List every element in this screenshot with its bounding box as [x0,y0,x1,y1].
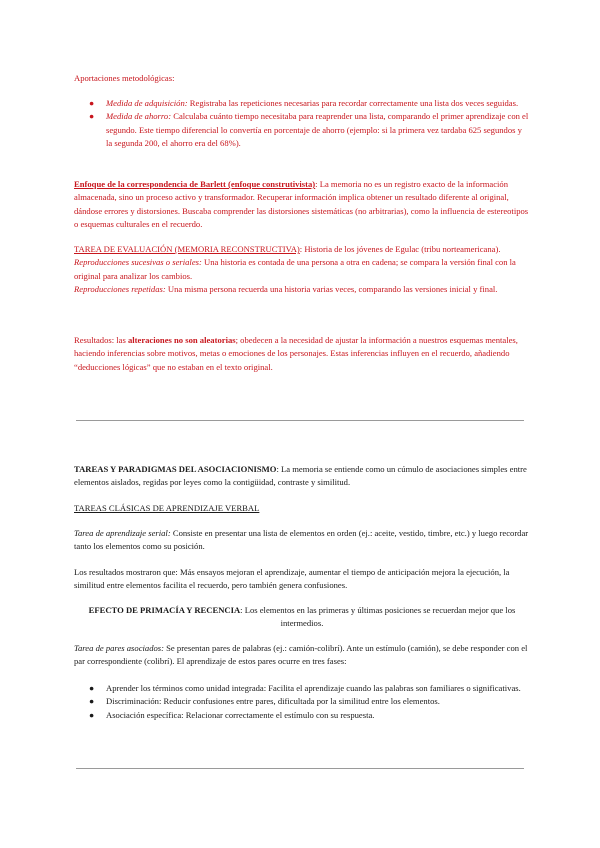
pares-list [74,682,530,722]
serial-paragraph [74,527,530,554]
resultados2-paragraph: Los resultados mostraron que: Más ensayos mejoran el aprendizaje, aumentar el tiempo de anticipación mejora la ejecución, la similitud entre elementos facilita el recuerdo, pero también genera confusiones. [74,567,510,591]
resultados-paragraph [74,334,530,374]
divider [76,420,524,421]
list-item [74,682,530,695]
resultados-text: ; obedecen a la necesidad de ajustar la información a nuestros esquemas mentales, haciendo inferencias sobre motivos, metas o emociones de los personajes. Estas inferencias influyen en el recuerdo, añadiendo “deducciones lógicas” que no estaban en el texto original. [74,335,518,372]
resultados-prefix: Resultados: las [74,335,128,345]
aportaciones-list [74,97,530,151]
clasicas-heading: TAREAS CLÁSICAS DE APRENDIZAJE VERBAL [74,503,260,513]
serial-text: Consiste en presentar una lista de elementos en orden (ej.: aceite, vestido, timbre, etc.) y luego recordar tanto los elementos como su posición. [74,528,529,552]
list-item [74,695,530,708]
bullet-icon: ● [89,683,95,693]
asociacionismo-text: : La memoria se entiende como un cúmulo de asociaciones simples entre elementos aislados, regidas por leyes como la contigüidad, contraste y similitud. [74,464,527,488]
serial-label: Tarea de aprendizaje serial: [74,528,171,538]
item-label: Reproducciones sucesivas o seriales: [74,257,202,268]
item-text: Calculaba cuánto tiempo necesitaba para reaprender una lista, comparando el primer aprendizaje con el segundo. Este tiempo diferencial lo convertía en porcentaje de ahorro (ejemplo: si la primera vez tardaba 625 segundos y la segunda 200, el ahorro era del 68%). [106,111,529,149]
bullet-icon: ● [89,709,95,720]
efecto-paragraph [74,604,530,631]
efecto-text: : Los elementos en las primeras y últimas posiciones se recuerdan mejor que los intermedios. [240,605,516,629]
tarea-block [74,243,530,297]
bullet-icon: ● [89,696,95,707]
item-label: Reproducciones repetidas: [74,284,166,295]
list-item [74,110,530,150]
tarea-item [74,256,530,283]
item-text: Registraba las repeticiones necesarias para recordar correctamente una lista dos veces seguidas. [187,98,519,108]
tarea-line [74,243,530,256]
list-item [74,97,530,110]
list-item [74,709,530,722]
item-text: Asociación específica: Relacionar correctamente el estímulo con su respuesta. [106,709,375,720]
resultados-bold: alteraciones no son aleatorias [127,335,236,345]
asociacionismo-title: TAREAS Y PARADIGMAS DEL ASOCIACIONISMO [74,464,277,474]
pares-label: Tarea de pares asociados: [74,643,164,653]
bullet-icon: ● [89,111,95,122]
item-text: Una historia es contada de una persona a otra en cadena; se compara la versión final con la original para analizar los cambios. [74,257,516,281]
item-label: Medida de adquisición: [106,98,188,108]
divider [76,768,524,769]
item-label: Medida de ahorro: [106,111,172,122]
asociacionismo-paragraph [74,463,530,490]
bartlett-title: Enfoque de la correspondencia de Barlett (enfoque construtivista) [74,179,316,189]
aportaciones-heading: Aportaciones metodológicas: [74,73,175,83]
bartlett-text: : La memoria no es un registro exacto de la información almacenada, sino un proceso activo y transformador. Recuperar información implica obtener un resultado diferente al original, dándose errores y distorsiones. Buscaba comprender las distorsiones sistemáticas (no arbitrarias), como la influencia de estereotipos o esquemas culturales en el recuerdo. [74,179,529,230]
tarea-title: TAREA DE EVALUACIÓN (MEMORIA RECONSTRUCTIVA) [74,244,300,254]
tarea-item [74,283,530,296]
efecto-title: EFECTO DE PRIMACÍA Y RECENCIA [88,605,241,615]
bartlett-paragraph [74,178,530,232]
pares-paragraph [74,642,530,669]
bullet-icon: ● [89,98,95,108]
pares-text: Se presentan pares de palabras (ej.: camión-colibrí). Ante un estímulo (camión), se debe responder con el par correspondiente (colibrí). El aprendizaje de estos pares ocurre en tres fases: [74,643,528,667]
item-text: Discriminación: Reducir confusiones entre pares, dificultada por la similitud entre los elementos. [106,696,440,707]
item-text: Aprender los términos como unidad integrada: Facilita el aprendizaje cuando las palabras son familiares o significativas. [106,683,521,693]
item-text: Una misma persona recuerda una historia varias veces, comparando las versiones inicial y final. [165,284,498,295]
tarea-text: : Historia de los jóvenes de Egulac (tribu norteamericana). [299,244,501,254]
